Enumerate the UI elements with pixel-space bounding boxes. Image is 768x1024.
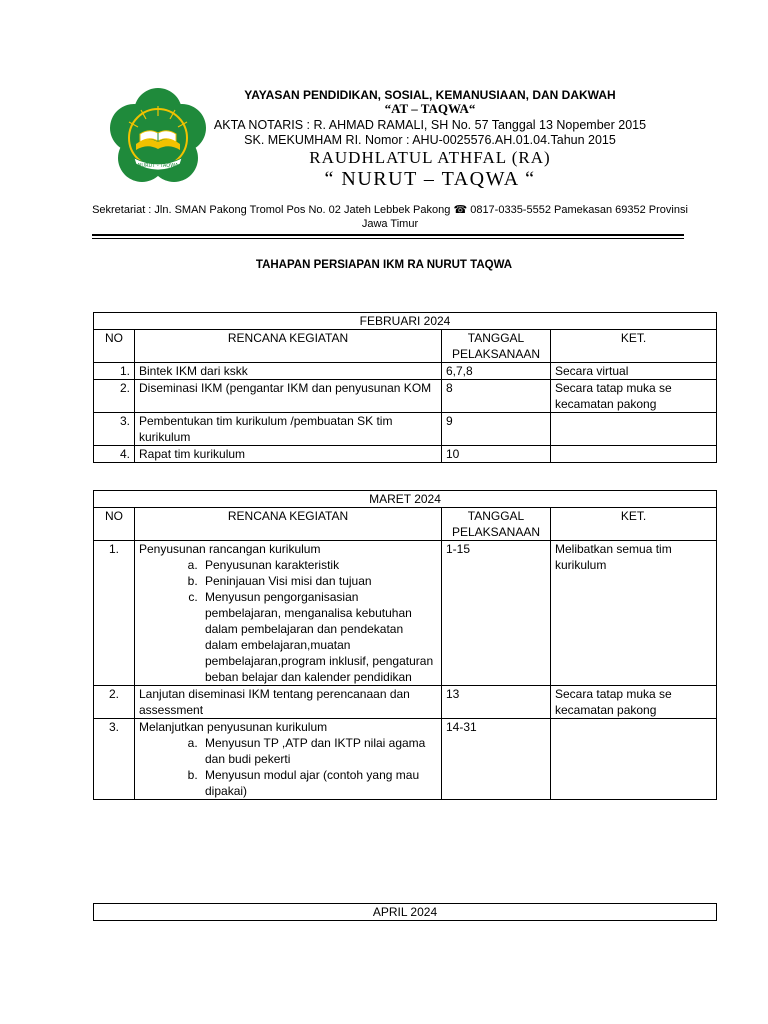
sub-item: a. Penyusunan karakteristik — [201, 557, 437, 573]
row-activity: Pembentukan tim kurikulum /pembuatan SK tim kurikulum — [135, 413, 442, 446]
row-note: Melibatkan semua tim kurikulum — [551, 541, 717, 686]
row-activity: Lanjutan diseminasi IKM tentang perencanaan dan assessment — [135, 686, 442, 719]
logo-ribbon-text: NURUT - TAQWA — [137, 163, 179, 169]
col-activity: RENCANA KEGIATAN — [135, 508, 442, 541]
row-activity: Diseminasi IKM (pengantar IKM dan penyusunan KOM — [135, 380, 442, 413]
row-activity: Bintek IKM dari kskk — [135, 363, 442, 380]
col-date-line2: PELAKSANAAN — [451, 347, 541, 361]
school-name: “ NURUT – TAQWA “ — [324, 168, 536, 190]
row-activity — [135, 541, 442, 686]
col-date-line1: TANGGAL — [467, 509, 525, 523]
table-row — [94, 686, 717, 719]
row-activity-title: Penyusunan rancangan kurikulum — [139, 542, 321, 556]
col-no: NO — [94, 508, 135, 541]
row-date: 1-15 — [442, 541, 551, 686]
row-no: 1. — [94, 363, 135, 380]
table-row — [94, 363, 717, 380]
row-date: 10 — [442, 446, 551, 463]
row-date: 9 — [442, 413, 551, 446]
school-type: RAUDHLATUL ATHFAL (RA) — [309, 148, 551, 167]
row-note: Secara virtual — [551, 363, 717, 380]
column-header-row — [94, 508, 717, 541]
notary-info: AKTA NOTARIS : R. AHMAD RAMALI, SH No. 57 Tanggal 13 Nopember 2015 — [213, 118, 647, 132]
col-date — [442, 330, 551, 363]
row-date: 8 — [442, 380, 551, 413]
col-date-line2: PELAKSANAAN — [451, 525, 541, 539]
row-date: 14-31 — [442, 719, 551, 800]
row-date: 6,7,8 — [442, 363, 551, 380]
row-note — [551, 719, 717, 800]
phone-icon: ☎ — [453, 204, 468, 216]
sub-item: b. Peninjauan Visi misi dan tujuan — [201, 573, 437, 589]
sub-item: c. Menyusun pengorganisasian pembelajaran, menganalisa kebutuhan dalam pembelajaran dan pendekatan dalam embelajaran,muatan pembelajaran,program inklusif, pengaturan beban belajar dan kalender pendidikan — [201, 589, 437, 685]
row-note — [551, 446, 717, 463]
row-activity — [135, 719, 442, 800]
row-no: 2. — [94, 380, 135, 413]
row-activity: Rapat tim kurikulum — [135, 446, 442, 463]
table-row — [94, 413, 717, 446]
february-table — [93, 312, 717, 463]
column-header-row — [94, 330, 717, 363]
header-divider-thin — [92, 238, 684, 239]
sk-info: SK. MEKUMHAM RI. Nomor : AHU-0025576.AH.01.04.Tahun 2015 — [244, 133, 616, 147]
row-date: 13 — [442, 686, 551, 719]
month-header: APRIL 2024 — [94, 904, 717, 921]
month-header: FEBRUARI 2024 — [94, 313, 717, 330]
school-logo — [104, 86, 212, 190]
address-line: Sekretariat : Jln. SMAN Pakong Tromol Pos No. 02 Jateh Lebbek Pakong — [92, 204, 451, 216]
sub-list — [139, 557, 437, 685]
sub-list — [139, 735, 437, 799]
table-row — [94, 541, 717, 686]
table-row — [94, 719, 717, 800]
sub-item: a. Menyusun TP ,ATP dan IKTP nilai agama dan budi pekerti — [201, 735, 437, 767]
row-activity-title: Melanjutkan penyusunan kurikulum — [139, 720, 328, 734]
table-row — [94, 380, 717, 413]
phone-line: 0817-0335-5552 Pamekasan 69352 Provinsi — [470, 204, 688, 216]
row-note: Secara tatap muka se kecamatan pakong — [551, 380, 717, 413]
foundation-name: YAYASAN PENDIDIKAN, SOSIAL, KEMANUSIAAN, DAN DAKWAH — [244, 88, 616, 102]
province-line: Jawa Timur — [361, 218, 419, 230]
address-block — [90, 203, 690, 231]
row-no: 4. — [94, 446, 135, 463]
april-table — [93, 903, 717, 921]
table-row — [94, 446, 717, 463]
col-date — [442, 508, 551, 541]
col-note: KET. — [551, 330, 717, 363]
row-no: 3. — [94, 413, 135, 446]
row-note — [551, 413, 717, 446]
row-no: 2. — [94, 686, 135, 719]
col-no: NO — [94, 330, 135, 363]
row-no: 1. — [94, 541, 135, 686]
month-header: MARET 2024 — [94, 491, 717, 508]
sub-item: b. Menyusun modul ajar (contoh yang mau dipakai) — [201, 767, 437, 799]
col-date-line1: TANGGAL — [467, 331, 525, 345]
col-activity: RENCANA KEGIATAN — [135, 330, 442, 363]
col-note: KET. — [551, 508, 717, 541]
foundation-title: “AT – TAQWA“ — [384, 101, 476, 116]
march-table — [93, 490, 717, 800]
row-no: 3. — [94, 719, 135, 800]
row-note: Secara tatap muka se kecamatan pakong — [551, 686, 717, 719]
document-title: TAHAPAN PERSIAPAN IKM RA NURUT TAQWA — [255, 259, 513, 271]
header-divider — [92, 234, 684, 236]
